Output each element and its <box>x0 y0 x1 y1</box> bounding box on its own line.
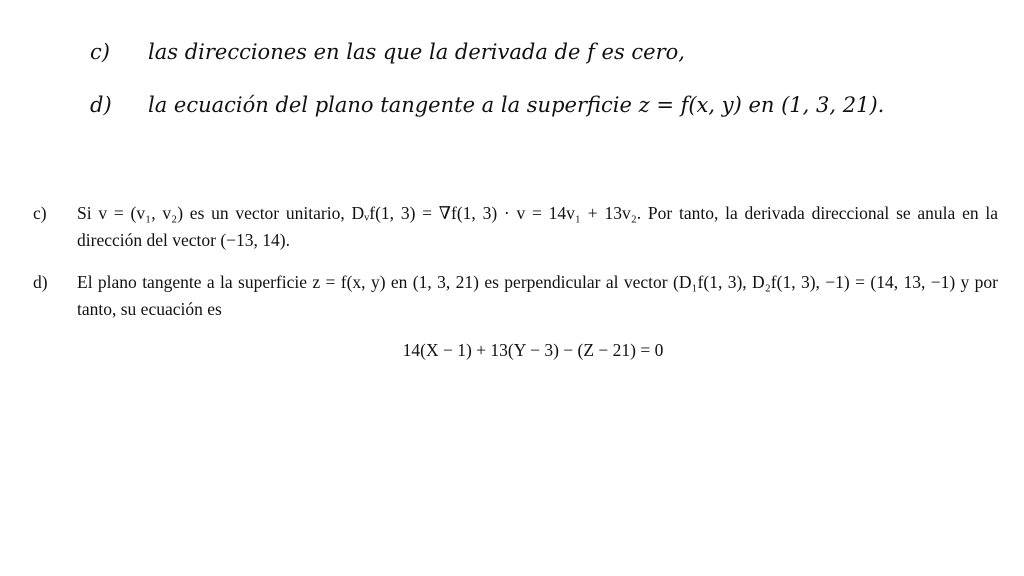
problem-item-label: c) <box>90 40 110 64</box>
problem-item-d <box>90 92 990 118</box>
problem-item-label: d) <box>90 93 112 117</box>
solution-item-d <box>33 269 998 323</box>
solution-item-label: c) <box>33 203 47 223</box>
tangent-plane-equation: 14(X − 1) + 13(Y − 3) − (Z − 21) = 0 <box>402 340 664 360</box>
solution-item-text: Si v = (v₁, v₂) es un vector unitario, Dᵥf(1, 3) = ∇f(1, 3) · v = 14v₁ + 13v₂. Por tanto, la derivada direccional se anula en la dirección del vector (−13, 14). <box>77 203 998 250</box>
solution-item-text: El plano tangente a la superficie z = f(x, y) en (1, 3, 21) es perpendicular al vector (D₁f(1, 3), D₂f(1, 3), −1) = (14, 13, −1) y por tanto, su ecuación es <box>77 272 998 319</box>
problem-item-text: las direcciones en las que la derivada de f es cero, <box>148 40 685 64</box>
solution-item-c <box>33 200 998 254</box>
solution-item-label: d) <box>33 272 48 292</box>
problem-item-text: la ecuación del plano tangente a la superficie z = f(x, y) en (1, 3, 21). <box>148 93 885 117</box>
problem-item-c <box>90 39 990 65</box>
